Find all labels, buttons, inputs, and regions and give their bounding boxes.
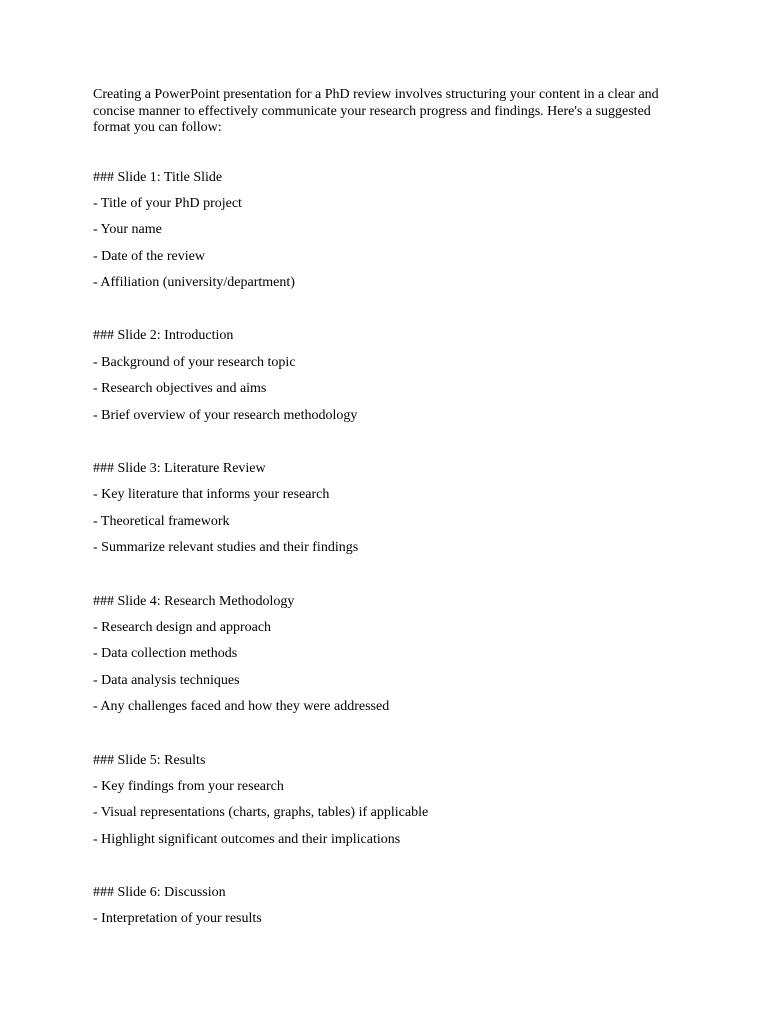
bullet-item: - Title of your PhD project	[93, 195, 242, 211]
bullet-item: - Brief overview of your research methodology	[93, 407, 358, 423]
slide-section	[93, 589, 683, 721]
bullet-item: - Interpretation of your results	[93, 911, 262, 927]
bullet-item: - Data analysis techniques	[93, 672, 240, 688]
section-heading: ### Slide 6: Discussion	[93, 885, 226, 901]
section-heading: ### Slide 2: Introduction	[93, 328, 234, 344]
bullet-item: - Key findings from your research	[93, 778, 284, 794]
bullet-item: - Your name	[93, 222, 162, 238]
bullet-item: - Highlight significant outcomes and their implications	[93, 831, 401, 847]
section-heading: ### Slide 3: Literature Review	[93, 461, 266, 477]
bullet-item: - Summarize relevant studies and their findings	[93, 540, 359, 556]
bullet-item: - Affiliation (university/department)	[93, 275, 295, 291]
slide-section	[93, 748, 683, 854]
bullet-item: - Date of the review	[93, 248, 205, 264]
bullet-item: - Background of your research topic	[93, 354, 296, 370]
bullet-item: - Any challenges faced and how they were addressed	[93, 699, 390, 715]
slide-section	[93, 165, 683, 297]
section-heading: ### Slide 4: Research Methodology	[93, 593, 295, 609]
bullet-item: - Research objectives and aims	[93, 381, 267, 397]
bullet-item: - Data collection methods	[93, 646, 238, 662]
bullet-item: - Key literature that informs your research	[93, 487, 330, 503]
sections-container	[93, 165, 683, 933]
slide-section	[93, 456, 683, 562]
bullet-item: - Research design and approach	[93, 619, 272, 635]
bullet-item: - Theoretical framework	[93, 513, 230, 529]
slide-section	[93, 880, 683, 933]
section-heading: ### Slide 1: Title Slide	[93, 169, 223, 185]
intro-paragraph: Creating a PowerPoint presentation for a PhD review involves structuring your content in a clear and concise manner to effectively communicate your research progress and findings. Here's a suggested format you can follow:	[93, 87, 659, 135]
slide-section	[93, 323, 683, 429]
bullet-item: - Visual representations (charts, graphs, tables) if applicable	[93, 805, 429, 821]
document-page	[93, 87, 683, 933]
section-heading: ### Slide 5: Results	[93, 752, 206, 768]
